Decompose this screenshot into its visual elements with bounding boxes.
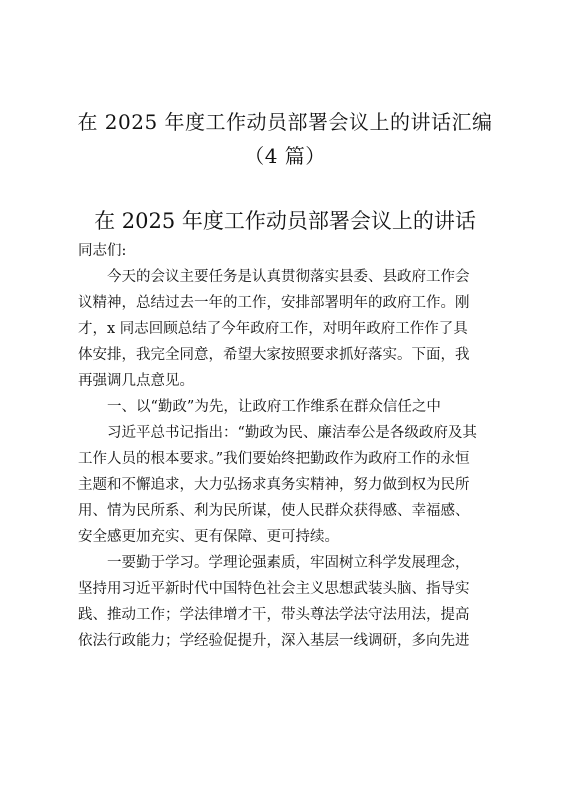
document-title-count: （4 篇） [244,144,326,168]
speech-title: 在 2025 年度工作动员部署会议上的讲话 [94,209,476,233]
paragraph-line: 体安排，我完全同意，希望大家按照要求抓好落实。下面，我 [78,347,470,363]
paragraph-line: 再强调几点意见。 [78,373,194,389]
paragraph-line: 工作人员的根本要求。”我们要始终把勤政作为政府工作的永恒 [78,451,470,467]
section-heading: 一、以“勤政”为先，让政府工作维系在群众信任之中 [78,399,441,415]
salutation: 同志们: [78,243,127,259]
paragraph-line: 践、推动工作；学法律增才干，带头尊法学法守法用法，提高 [78,607,470,623]
paragraph-line: 今天的会议主要任务是认真贯彻落实县委、县政府工作会 [78,269,470,285]
paragraph-line: 坚持用习近平新时代中国特色社会主义思想武装头脑、指导实 [78,581,470,597]
paragraph-line: 主题和不懈追求，大力弘扬求真务实精神，努力做到权为民所 [78,477,470,493]
paragraph-line: 安全感更加充实、更有保障、更可持续。 [78,529,339,545]
paragraph-line: 用、情为民所系、利为民所谋，使人民群众获得感、幸福感、 [78,503,470,519]
paragraph-line: 一要勤于学习。学理论强素质，牢固树立科学发展理念， [78,555,470,571]
document-title: 在 2025 年度工作动员部署会议上的讲话汇编 [77,110,493,134]
paragraph-line: 习近平总书记指出：“勤政为民、廉洁奉公是各级政府及其 [78,425,477,441]
paragraph-line: 才，x 同志回顾总结了今年政府工作，对明年政府工作作了具 [78,321,468,337]
paragraph-line: 依法行政能力；学经验促提升，深入基层一线调研，多向先进 [78,633,470,649]
paragraph-line: 议精神，总结过去一年的工作，安排部署明年的政府工作。刚 [78,295,470,311]
